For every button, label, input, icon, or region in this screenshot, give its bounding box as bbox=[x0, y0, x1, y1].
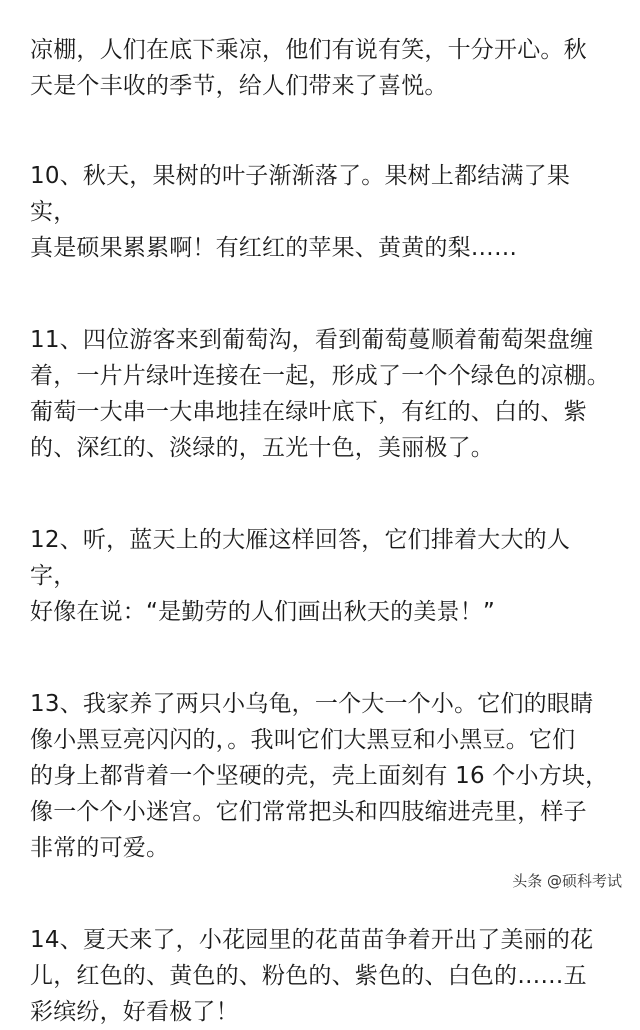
paragraph-11: 11、四位游客来到葡萄沟，看到葡萄蔓顺着葡萄架盘缠 着，一片片绿叶连接在一起，形成了一个个绿色的凉棚。 葡萄一大串一大串地挂在绿叶底下，有红的、白的、紫 的、深红的、淡绿的，五光十色，美丽极了。 bbox=[30, 327, 610, 461]
watermark-text: 头条 @硕科考试 bbox=[512, 872, 622, 890]
paragraph-continuation: 凉棚，人们在底下乘凉，他们有说有笑，十分开心。秋 天是个丰收的季节，给人们带来了喜悦。 bbox=[30, 37, 587, 99]
paragraph-13: 13、我家养了两只小乌龟，一个大一个小。它们的眼睛 像小黑豆亮闪闪的，。我叫它们大黑豆和小黑豆。它们 的身上都背着一个坚硬的壳，壳上面刻有 16 个小方块， 像一个个小迷宫。它们常常把头和四肢缩进壳里，样子 非常的可爱。 bbox=[30, 691, 609, 861]
paragraph-14: 14、夏天来了，小花园里的花苗苗争着开出了美丽的花 儿，红色的、黄色的、粉色的、紫色的、白色的……五 彩缤纷，好看极了！ bbox=[30, 927, 594, 1025]
paragraph-10: 10、秋天，果树的叶子渐渐落了。果树上都结满了果实， 真是硕果累累啊！有红红的苹果、黄黄的梨…… bbox=[30, 163, 571, 261]
paragraph-12: 12、听，蓝天上的大雁这样回答，它们排着大大的人字， 好像在说：“是勤劳的人们画出秋天的美景！” bbox=[30, 527, 571, 625]
